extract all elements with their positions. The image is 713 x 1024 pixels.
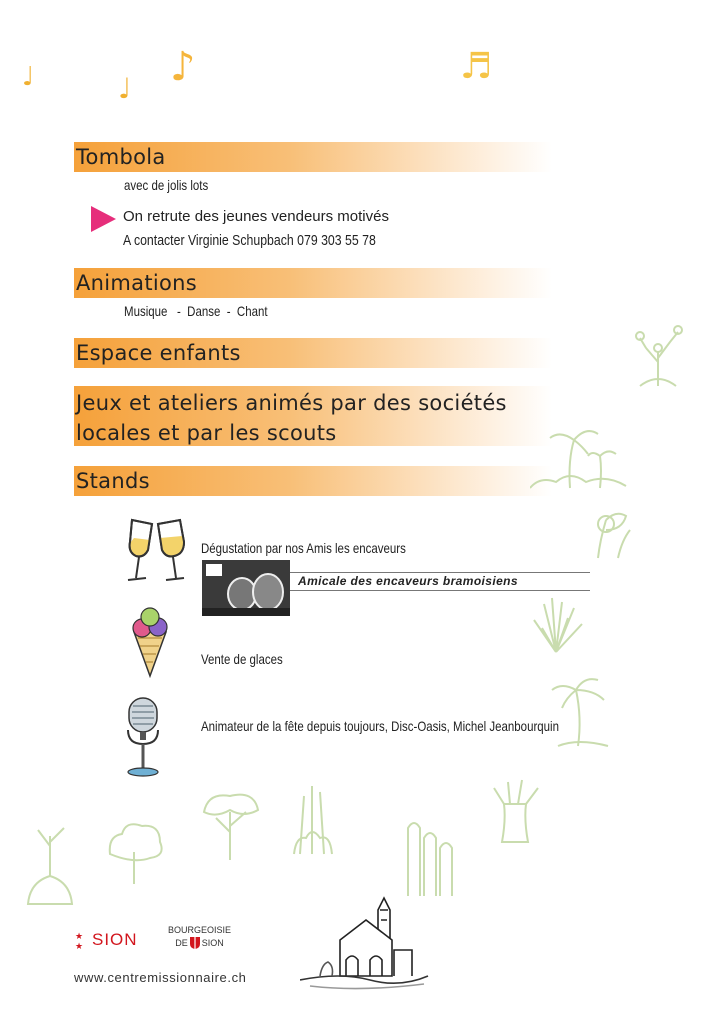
flower-doodle-icon	[276, 776, 346, 861]
section-band-jeux	[74, 386, 552, 446]
section-band-espace-enfants	[74, 338, 552, 368]
amicale-logo-text: Amicale des encaveurs bramoisiens	[298, 574, 518, 588]
bourgeoisie-logo	[168, 924, 231, 950]
svg-text:★: ★	[75, 932, 84, 942]
palm-doodle-icon	[530, 420, 630, 495]
bourgeoisie-sion: SION	[201, 938, 224, 948]
animations-items: Musique - Danse - Chant	[124, 303, 268, 319]
stand-label-animateur: Animateur de la fête depuis toujours, Disc-Oasis, Michel Jeanbourquin	[201, 718, 559, 734]
tombola-contact-text: A contacter Virginie Schupbach 079 303 55 78	[123, 232, 376, 249]
bush-doodle-icon	[100, 816, 170, 891]
section-title-espace-enfants: Espace enfants	[76, 341, 241, 365]
music-note-icon: ♪	[170, 44, 196, 90]
section-band-stands	[74, 466, 552, 496]
sion-stars-icon	[74, 930, 86, 950]
sprout-doodle-icon	[20, 816, 80, 911]
section-title-jeux-line2: locales et par les scouts	[76, 421, 337, 445]
section-title-tombola: Tombola	[76, 145, 166, 169]
church-drawing	[300, 880, 430, 1005]
ice-cream-icon	[128, 606, 172, 678]
sion-label: SION	[92, 930, 138, 949]
plant-doodle-icon	[578, 500, 638, 565]
baobab-doodle-icon	[480, 774, 550, 849]
section-title-jeux-line1: Jeux et ateliers animés par des sociétés	[76, 391, 507, 415]
bourgeoisie-line1: BOURGEOISIE	[168, 925, 232, 935]
microphone-icon	[120, 696, 166, 778]
website-link[interactable]: www.centremissionnaire.ch	[74, 970, 247, 985]
stand-label-degustation: Dégustation par nos Amis les encaveurs	[201, 540, 406, 556]
svg-text:★: ★	[75, 942, 84, 950]
tombola-recruit-text: On retrute des jeunes vendeurs motivés	[123, 208, 389, 225]
grass-doodle-icon	[524, 594, 588, 659]
bourgeoisie-shield-icon	[189, 936, 201, 950]
music-note-icon: ♩	[118, 72, 132, 105]
pink-arrow-icon	[91, 206, 116, 232]
music-note-icon: ♬	[460, 46, 493, 87]
section-title-stands: Stands	[76, 469, 150, 493]
tree-doodle-icon	[196, 782, 266, 867]
section-title-animations: Animations	[76, 271, 198, 295]
stand-label-glaces: Vente de glaces	[201, 651, 283, 667]
section-band-tombola	[74, 142, 552, 172]
palm-tree-doodle-icon	[548, 668, 618, 753]
sion-logo	[74, 930, 138, 950]
wine-glasses-icon	[122, 516, 190, 586]
tombola-subtitle: avec de jolis lots	[124, 177, 209, 193]
bourgeoisie-de: DE	[175, 938, 188, 948]
music-note-icon: ♩	[22, 62, 35, 92]
section-band-animations	[74, 268, 552, 298]
tree-doodle-icon	[628, 322, 688, 393]
